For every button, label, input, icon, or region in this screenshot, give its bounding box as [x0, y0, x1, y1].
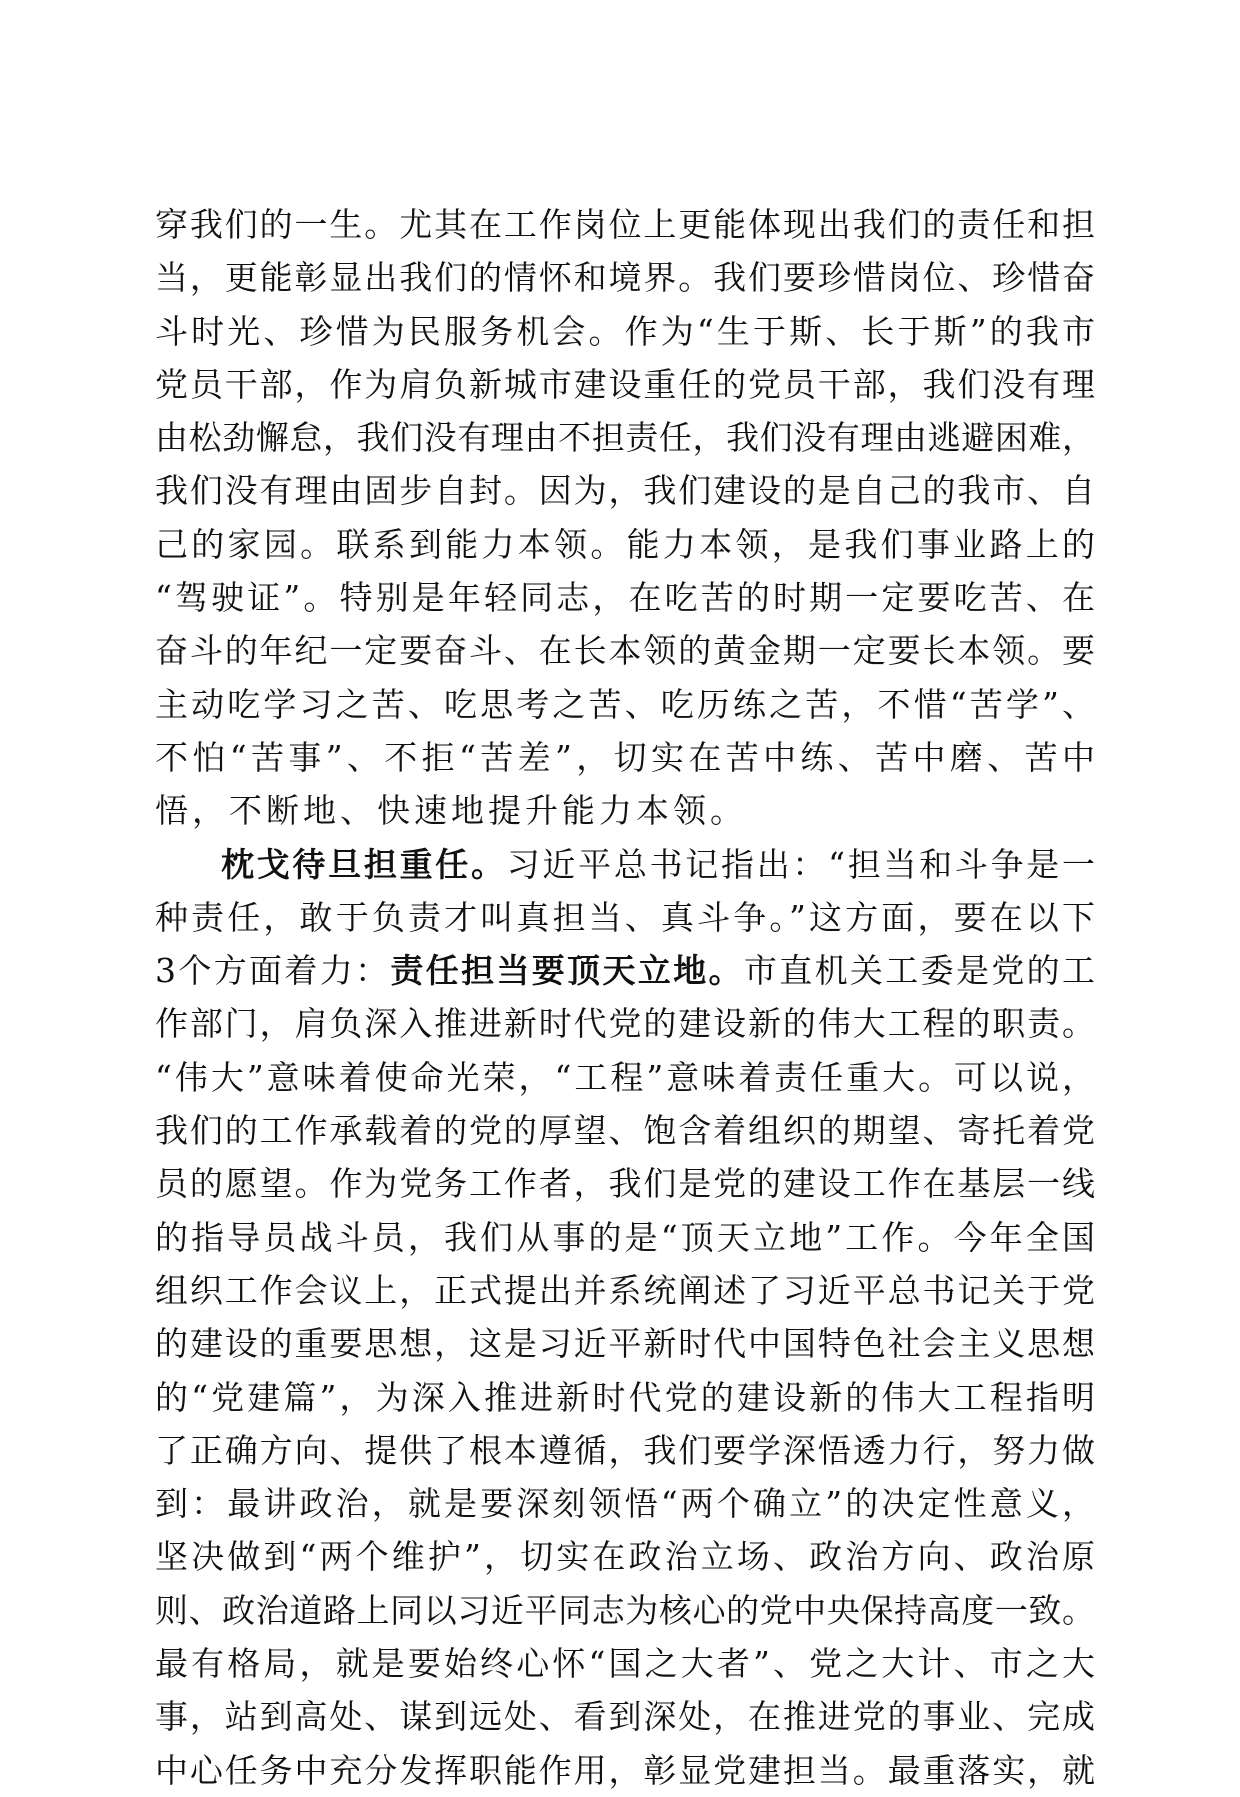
text-line: 己的家园。联系到能力本领。能力本领，是我们事业路上的: [155, 524, 1095, 564]
text-line: 穿我们的一生。尤其在工作岗位上更能体现出我们的责任和担: [155, 205, 1095, 244]
line-text: 3个方面着力：: [155, 951, 391, 991]
text-line: 当，更能彰显出我们的情怀和境界。我们要珍惜岗位、珍惜奋: [155, 258, 1095, 298]
text-line: 坚决做到“两个维护”，切实在政治立场、政治方向、政治原: [155, 1537, 1095, 1577]
text-line: [155, 838, 1095, 891]
text-line: 斗时光、珍惜为民服务机会。作为“生于斯、长于斯”的我市: [155, 311, 1095, 351]
text-line: 不怕“苦事”、不拒“苦差”，切实在苦中练、苦中磨、苦中: [155, 737, 1095, 777]
line-text: 习近平总书记指出：“担当和斗争是一: [506, 844, 1096, 884]
text-line: 中心任务中充分发挥职能作用，彰显党建担当。最重落实，就: [155, 1750, 1095, 1790]
text-line: 员的愿望。作为党务工作者，我们是党的建设工作在基层一线: [155, 1164, 1095, 1204]
text-line: “伟大”意味着使命光荣，“工程”意味着责任重大。可以说，: [155, 1057, 1095, 1097]
text-line: 最有格局，就是要始终心怀“国之大者”、党之大计、市之大: [155, 1644, 1095, 1684]
text-line: 悟，不断地、快速地提升能力本领。: [155, 791, 747, 831]
text-line: “驾驶证”。特别是年轻同志，在吃苦的时期一定要吃苦、在: [155, 578, 1095, 618]
text-line: 了正确方向、提供了根本遵循，我们要学深悟透力行，努力做: [155, 1430, 1095, 1470]
text-line: 种责任，敢于负责才叫真担当、真斗争。”这方面，要在以下: [155, 897, 1095, 937]
body-text: [155, 198, 1095, 1797]
text-line: 到：最讲政治，就是要深刻领悟“两个确立”的决定性意义，: [155, 1484, 1095, 1524]
text-line: 党员干部，作为肩负新城市建设重任的党员干部，我们没有理: [155, 364, 1095, 404]
text-line: 作部门，肩负深入推进新时代党的建设新的伟大工程的职责。: [155, 1004, 1095, 1044]
text-line: 的指导员战斗员，我们从事的是“顶天立地”工作。今年全国: [155, 1217, 1095, 1257]
text-line: 奋斗的年纪一定要奋斗、在长本领的黄金期一定要长本领。要: [155, 631, 1095, 671]
text-line: 的“党建篇”，为深入推进新时代党的建设新的伟大工程指明: [155, 1377, 1095, 1417]
text-line: 主动吃学习之苦、吃思考之苦、吃历练之苦，不惜“苦学”、: [155, 684, 1095, 724]
text-line: 由松劲懈怠，我们没有理由不担责任，我们没有理由逃避困难，: [155, 418, 1095, 458]
text-line: 组织工作会议上，正式提出并系统阐述了习近平总书记关于党: [155, 1270, 1095, 1310]
text-line: 我们没有理由固步自封。因为，我们建设的是自己的我市、自: [155, 471, 1095, 511]
section-heading: 枕戈待旦担重任。: [221, 844, 507, 884]
line-text: 市直机关工委是党的工: [743, 951, 1096, 991]
subsection-heading: 责任担当要顶天立地。: [390, 951, 744, 991]
text-line: 我们的工作承载着的党的厚望、饱含着组织的期望、寄托着党: [155, 1111, 1095, 1151]
text-line: 的建设的重要思想，这是习近平新时代中国特色社会主义思想: [155, 1324, 1095, 1364]
text-line: 事，站到高处、谋到远处、看到深处，在推进党的事业、完成: [155, 1697, 1095, 1737]
text-line: [155, 944, 1095, 997]
text-line: 则、政治道路上同以习近平同志为核心的党中央保持高度一致。: [155, 1590, 1095, 1630]
